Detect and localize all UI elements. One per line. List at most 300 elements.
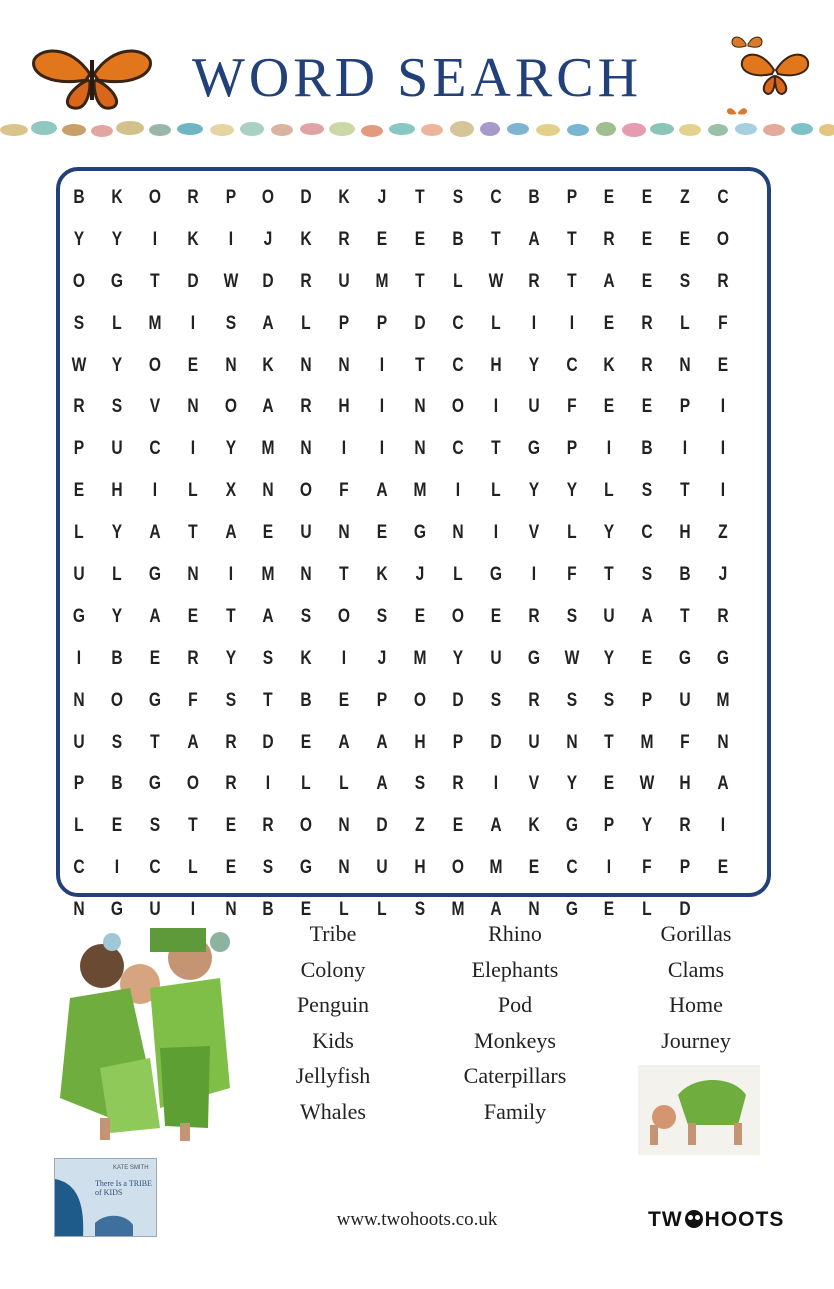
- grid-letter: Y: [566, 480, 577, 502]
- grid-letter: S: [452, 187, 464, 208]
- grid-letter: K: [186, 228, 199, 250]
- grid-letter: G: [717, 647, 730, 669]
- grid-letter: E: [604, 312, 615, 334]
- grid-letter: P: [73, 438, 85, 460]
- butterfly-illustration-right: [740, 48, 810, 96]
- grid-letter: E: [149, 647, 160, 669]
- grid-letter: N: [262, 480, 275, 502]
- grid-letter: W: [71, 354, 87, 376]
- grid-letter: L: [490, 480, 501, 502]
- grid-letter: A: [528, 228, 540, 250]
- grid-letter: E: [717, 857, 729, 879]
- grid-letter: R: [603, 228, 616, 250]
- grid-letter: B: [641, 438, 653, 460]
- grid-letter: K: [300, 228, 312, 250]
- grid-letter: N: [300, 438, 312, 460]
- grid-letter: J: [718, 564, 728, 586]
- grid-letter: E: [414, 228, 426, 250]
- grid-letter: O: [300, 480, 313, 502]
- grid-letter: E: [73, 480, 85, 502]
- grid-letter: E: [225, 857, 236, 879]
- grid-letter: E: [263, 522, 274, 544]
- grid-letter: L: [453, 564, 463, 586]
- grid-letter: A: [603, 270, 616, 292]
- grid-letter: T: [415, 354, 425, 376]
- grid-letter: O: [110, 689, 123, 711]
- grid-letter: R: [679, 815, 691, 837]
- grid-letter: E: [604, 396, 615, 418]
- word-list-column-1: [233, 916, 433, 1130]
- grid-letter: I: [720, 438, 726, 460]
- grid-letter: Y: [111, 354, 123, 376]
- grid-letter: G: [527, 438, 540, 460]
- grid-letter: T: [187, 522, 198, 544]
- grid-letter: N: [73, 899, 85, 921]
- grid-letter: O: [262, 187, 275, 208]
- grid-letter: H: [679, 522, 691, 544]
- grid-letter: L: [112, 564, 122, 586]
- grid-letter: N: [528, 899, 540, 921]
- grid-letter: K: [603, 354, 616, 376]
- grid-letter: M: [148, 312, 162, 334]
- grid-letter: P: [225, 187, 236, 208]
- grid-letter: I: [190, 312, 195, 334]
- grid-letter: G: [679, 647, 692, 669]
- grid-letter: W: [564, 647, 579, 669]
- grid-letter: C: [73, 857, 85, 879]
- grid-letter: I: [152, 480, 157, 502]
- grid-letter: S: [263, 647, 274, 669]
- word-item: Elephants: [471, 956, 559, 982]
- grid-letter: N: [224, 899, 237, 921]
- grid-letter: S: [414, 899, 426, 921]
- grid-letter: T: [149, 731, 160, 753]
- grid-letter: K: [338, 187, 350, 208]
- grid-letter: Y: [642, 815, 653, 837]
- grid-letter: B: [679, 564, 691, 586]
- grid-letter: U: [111, 438, 123, 460]
- word-item: Monkeys: [474, 1027, 556, 1053]
- grid-letter: G: [110, 899, 123, 921]
- grid-letter: Y: [225, 647, 236, 669]
- grid-letter: M: [716, 689, 730, 711]
- grid-letter: J: [377, 647, 387, 669]
- two-hoots-logo: [648, 1208, 784, 1232]
- grid-letter: Y: [111, 522, 123, 544]
- grid-letter: I: [228, 228, 233, 250]
- grid-letter: G: [300, 857, 313, 879]
- grid-letter: C: [565, 857, 578, 879]
- grid-letter: F: [642, 857, 653, 879]
- grid-letter: Z: [680, 187, 690, 208]
- grid-letter: F: [566, 564, 577, 586]
- grid-letter: R: [300, 270, 312, 292]
- grid-letter: L: [301, 773, 312, 795]
- grid-letter: U: [528, 396, 540, 418]
- grid-letter: V: [528, 522, 539, 544]
- grid-letter: N: [73, 689, 85, 711]
- grid-letter: D: [490, 731, 502, 753]
- grid-letter: U: [376, 857, 388, 879]
- grid-letter: A: [224, 522, 237, 544]
- word-list-column-3: [596, 916, 796, 1058]
- grid-letter: L: [112, 312, 122, 334]
- grid-letter: S: [604, 689, 615, 711]
- grid-letter: E: [642, 228, 653, 250]
- grid-letter: T: [604, 731, 615, 753]
- grid-letter: H: [490, 354, 502, 376]
- grid-letter: A: [490, 899, 502, 921]
- grid-letter: E: [301, 731, 312, 753]
- grid-letter: O: [72, 270, 85, 292]
- grid-letter: C: [717, 187, 729, 208]
- grid-letter: G: [565, 899, 578, 921]
- grid-letter: K: [300, 647, 312, 669]
- grid-letter: N: [452, 522, 464, 544]
- word-item: Kids: [312, 1027, 354, 1053]
- grid-letter: Y: [528, 354, 539, 376]
- grid-letter: A: [149, 522, 161, 544]
- grid-letter: S: [376, 605, 388, 627]
- grid-letter: I: [114, 857, 119, 879]
- grid-letter: J: [264, 228, 273, 250]
- grid-letter: G: [72, 605, 85, 627]
- grid-letter: O: [148, 354, 161, 376]
- word-item: Gorillas: [660, 921, 732, 946]
- grid-letter: C: [641, 522, 653, 544]
- grid-letter: L: [74, 522, 84, 544]
- grid-letter: O: [451, 605, 464, 627]
- grid-letter: C: [565, 354, 578, 376]
- grid-letter: U: [73, 731, 85, 753]
- grid-letter: E: [642, 187, 653, 208]
- grid-letter: T: [604, 564, 615, 586]
- grid-letter: P: [679, 857, 691, 879]
- grid-letter: I: [493, 396, 498, 418]
- grid-letter: S: [225, 689, 236, 711]
- letter-grid: [60, 177, 742, 931]
- grid-letter: N: [186, 396, 199, 418]
- grid-letter: K: [111, 187, 123, 208]
- grid-letter: M: [451, 899, 465, 921]
- grid-letter: E: [604, 187, 615, 208]
- grid-letter: R: [452, 773, 464, 795]
- grid-letter: T: [149, 270, 160, 292]
- grid-letter: E: [717, 354, 729, 376]
- grid-letter: R: [262, 815, 275, 837]
- grid-letter: T: [187, 815, 198, 837]
- grid-letter: M: [413, 647, 427, 669]
- grid-letter: N: [186, 564, 199, 586]
- grid-letter: I: [76, 647, 82, 669]
- grid-letter: L: [377, 899, 387, 921]
- grid-letter: E: [338, 689, 350, 711]
- grid-letter: I: [607, 438, 612, 460]
- pebble-border-decoration: [0, 116, 834, 144]
- grid-letter: Z: [415, 815, 425, 837]
- grid-letter: U: [679, 689, 691, 711]
- grid-letter: C: [452, 312, 464, 334]
- grid-letter: H: [414, 731, 426, 753]
- grid-letter: R: [73, 396, 85, 418]
- grid-letter: M: [640, 731, 654, 753]
- grid-letter: H: [414, 857, 426, 879]
- grid-letter: R: [186, 187, 199, 208]
- grid-letter: G: [413, 522, 427, 544]
- grid-letter: I: [379, 438, 385, 460]
- grid-letter: P: [679, 396, 691, 418]
- grid-letter: Y: [225, 438, 236, 460]
- grid-letter: R: [641, 354, 653, 376]
- grid-letter: S: [642, 564, 653, 586]
- grid-letter: B: [528, 187, 540, 208]
- grid-letter: B: [262, 899, 275, 921]
- grid-letter: Y: [111, 605, 123, 627]
- word-item: Family: [483, 1098, 547, 1124]
- grid-letter: F: [566, 396, 577, 418]
- grid-letter: A: [376, 773, 388, 795]
- grid-letter: F: [680, 731, 690, 753]
- grid-letter: C: [149, 438, 161, 460]
- grid-letter: P: [566, 187, 577, 208]
- grid-letter: E: [225, 815, 236, 837]
- grid-letter: S: [225, 312, 236, 334]
- grid-letter: H: [338, 396, 350, 418]
- grid-letter: Y: [604, 522, 615, 544]
- grid-letter: U: [338, 270, 350, 292]
- grid-letter: M: [261, 438, 275, 460]
- grid-letter: T: [490, 438, 501, 460]
- grid-letter: L: [301, 312, 312, 334]
- grid-letter: C: [490, 187, 502, 208]
- grid-letter: E: [679, 228, 691, 250]
- grid-letter: L: [490, 312, 501, 334]
- grid-letter: A: [641, 605, 653, 627]
- grid-letter: U: [300, 522, 312, 544]
- grid-letter: L: [680, 312, 690, 334]
- grid-letter: R: [641, 312, 653, 334]
- grid-letter: G: [148, 689, 161, 711]
- grid-letter: Y: [566, 773, 577, 795]
- grid-letter: K: [528, 815, 540, 837]
- grid-letter: I: [607, 857, 612, 879]
- grid-letter: G: [148, 564, 161, 586]
- grid-letter: S: [111, 731, 123, 753]
- grid-letter: O: [717, 228, 730, 250]
- grid-letter: M: [413, 480, 427, 502]
- grid-letter: R: [717, 270, 729, 292]
- grid-letter: S: [679, 270, 691, 292]
- grid-letter: T: [225, 605, 236, 627]
- grid-letter: T: [566, 228, 577, 250]
- grid-letter: I: [531, 564, 536, 586]
- word-list-column-2: [415, 916, 615, 1130]
- grid-letter: N: [224, 354, 237, 376]
- grid-letter: B: [452, 228, 464, 250]
- grid-letter: T: [566, 270, 577, 292]
- grid-letter: N: [414, 396, 426, 418]
- grid-letter: I: [720, 480, 726, 502]
- grid-letter: G: [110, 270, 123, 292]
- grid-letter: E: [642, 396, 653, 418]
- grid-letter: M: [375, 270, 389, 292]
- grid-letter: T: [263, 689, 274, 711]
- word-item: Home: [669, 992, 723, 1018]
- grid-letter: B: [73, 187, 85, 208]
- grid-letter: T: [680, 605, 690, 627]
- grid-letter: L: [339, 773, 349, 795]
- grid-letter: D: [452, 689, 464, 711]
- grid-letter: Y: [604, 647, 615, 669]
- grid-letter: R: [528, 270, 540, 292]
- grid-letter: E: [187, 354, 198, 376]
- word-item: Penguin: [296, 992, 370, 1018]
- grid-letter: E: [490, 605, 501, 627]
- grid-letter: I: [720, 815, 726, 837]
- grid-letter: O: [451, 857, 464, 879]
- grid-letter: O: [413, 689, 427, 711]
- grid-letter: A: [149, 605, 161, 627]
- grid-letter: S: [490, 689, 501, 711]
- grid-letter: J: [377, 187, 387, 208]
- grid-letter: E: [111, 815, 123, 837]
- kid-crawling-illustration: [638, 1065, 760, 1155]
- grid-letter: L: [339, 899, 349, 921]
- grid-letter: P: [376, 312, 388, 334]
- grid-letter: W: [223, 270, 238, 292]
- grid-letter: S: [642, 480, 653, 502]
- grid-letter: E: [376, 228, 388, 250]
- grid-letter: I: [569, 312, 574, 334]
- grid-letter: S: [73, 312, 85, 334]
- grid-letter: I: [152, 228, 157, 250]
- tribe-of-kids-illustration: [40, 928, 240, 1143]
- grid-letter: E: [604, 899, 615, 921]
- grid-letter: E: [604, 773, 615, 795]
- grid-letter: D: [679, 899, 691, 921]
- grid-letter: O: [451, 396, 464, 418]
- grid-letter: L: [566, 522, 577, 544]
- word-item: Clams: [667, 956, 725, 982]
- grid-letter: E: [301, 899, 312, 921]
- grid-letter: Y: [73, 228, 85, 250]
- grid-letter: O: [148, 187, 161, 208]
- grid-letter: U: [603, 605, 616, 627]
- grid-letter: D: [186, 270, 199, 292]
- word-item: Whales: [300, 1098, 366, 1124]
- grid-letter: K: [376, 564, 388, 586]
- grid-letter: R: [224, 731, 237, 753]
- grid-letter: A: [490, 815, 502, 837]
- grid-letter: L: [74, 815, 84, 837]
- grid-letter: R: [338, 228, 350, 250]
- page-title: WORD SEARCH: [191, 47, 643, 109]
- grid-letter: U: [149, 899, 161, 921]
- grid-letter: A: [338, 731, 350, 753]
- grid-letter: U: [528, 731, 540, 753]
- grid-letter: I: [266, 773, 271, 795]
- grid-letter: I: [493, 522, 498, 544]
- grid-letter: L: [187, 857, 198, 879]
- grid-letter: L: [453, 270, 463, 292]
- grid-letter: A: [186, 731, 199, 753]
- grid-letter: N: [717, 731, 729, 753]
- grid-letter: O: [338, 605, 351, 627]
- grid-letter: E: [642, 647, 653, 669]
- grid-letter: Y: [111, 228, 123, 250]
- grid-letter: X: [225, 480, 236, 502]
- grid-letter: R: [528, 689, 540, 711]
- grid-letter: G: [489, 564, 502, 586]
- grid-letter: L: [187, 480, 198, 502]
- grid-letter: R: [528, 605, 540, 627]
- grid-letter: I: [342, 647, 347, 669]
- grid-letter: S: [566, 689, 577, 711]
- logo-text-left: TW: [648, 1208, 683, 1231]
- grid-letter: P: [73, 773, 85, 795]
- grid-letter: P: [642, 689, 653, 711]
- grid-letter: H: [679, 773, 691, 795]
- grid-letter: I: [531, 312, 536, 334]
- grid-letter: S: [414, 773, 426, 795]
- word-item: Rhino: [488, 921, 542, 946]
- grid-letter: A: [717, 773, 729, 795]
- grid-letter: D: [300, 187, 312, 208]
- owl-icon: [685, 1210, 703, 1228]
- grid-letter: F: [718, 312, 728, 334]
- grid-letter: I: [379, 396, 385, 418]
- grid-letter: N: [300, 354, 312, 376]
- grid-letter: W: [488, 270, 504, 292]
- grid-letter: G: [527, 647, 540, 669]
- grid-letter: H: [111, 480, 123, 502]
- word-item: Tribe: [309, 921, 357, 946]
- word-item: Pod: [497, 992, 533, 1018]
- grid-letter: A: [376, 480, 388, 502]
- grid-letter: D: [376, 815, 388, 837]
- grid-letter: O: [300, 815, 313, 837]
- book-title: There Is a TRIBE of KIDS: [95, 1179, 152, 1197]
- grid-letter: V: [528, 773, 539, 795]
- grid-letter: T: [415, 187, 425, 208]
- grid-letter: C: [452, 438, 464, 460]
- book-author: KATE SMITH: [113, 1165, 149, 1171]
- grid-letter: N: [300, 564, 312, 586]
- grid-letter: P: [452, 731, 464, 753]
- grid-letter: F: [339, 480, 349, 502]
- grid-letter: N: [414, 438, 426, 460]
- grid-letter: T: [680, 480, 690, 502]
- grid-letter: P: [566, 438, 577, 460]
- grid-letter: S: [566, 605, 577, 627]
- grid-letter: O: [186, 773, 199, 795]
- grid-letter: S: [301, 605, 312, 627]
- word-item: Jellyfish: [295, 1063, 371, 1089]
- grid-letter: W: [639, 773, 655, 795]
- grid-letter: I: [190, 899, 195, 921]
- grid-letter: J: [415, 564, 425, 586]
- grid-letter: K: [262, 354, 275, 376]
- grid-letter: I: [493, 773, 498, 795]
- grid-letter: A: [262, 605, 275, 627]
- grid-letter: D: [414, 312, 426, 334]
- website-url[interactable]: www.twohoots.co.uk: [336, 1209, 498, 1230]
- grid-letter: I: [379, 354, 385, 376]
- grid-letter: S: [111, 396, 123, 418]
- grid-letter: M: [489, 857, 503, 879]
- grid-letter: D: [262, 270, 275, 292]
- grid-letter: U: [73, 564, 85, 586]
